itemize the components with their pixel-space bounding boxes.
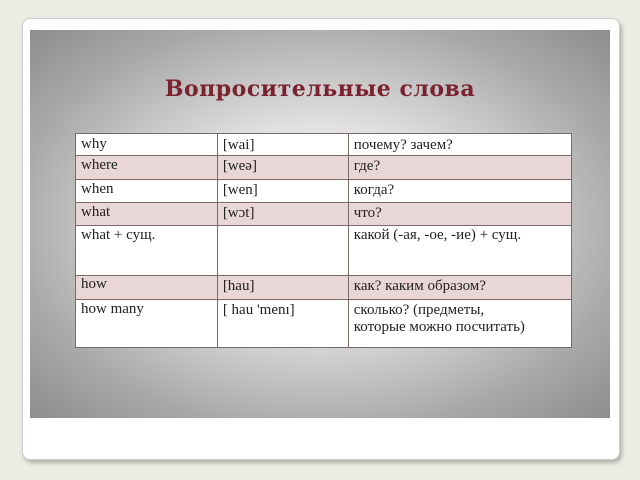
translation-cell: сколько? (предметы, которые можно посчитать) xyxy=(348,300,571,348)
translation-cell: что? xyxy=(348,203,571,226)
question-words-table xyxy=(75,133,572,348)
word-cell: how many xyxy=(76,300,218,348)
slide-title: Вопросительные слова xyxy=(164,76,476,102)
transcription-cell: [wen] xyxy=(217,180,348,203)
transcription-cell xyxy=(217,226,348,276)
translation-cell: где? xyxy=(348,156,571,180)
word-cell: what + сущ. xyxy=(76,226,218,276)
table-row xyxy=(76,226,572,276)
translation-cell: как? каким образом? xyxy=(348,276,571,300)
table-row xyxy=(76,156,572,180)
table-row xyxy=(76,180,572,203)
transcription-cell: [ hau 'menı] xyxy=(217,300,348,348)
translation-cell: какой (-ая, -ое, -ие) + сущ. xyxy=(348,226,571,276)
word-cell: why xyxy=(76,134,218,156)
table-row xyxy=(76,276,572,300)
word-cell: how xyxy=(76,276,218,300)
table-row xyxy=(76,134,572,156)
transcription-cell: [weə] xyxy=(217,156,348,180)
transcription-cell: [hau] xyxy=(217,276,348,300)
table-row xyxy=(76,203,572,226)
transcription-cell: [wai] xyxy=(217,134,348,156)
transcription-cell: [wɔt] xyxy=(217,203,348,226)
translation-cell: когда? xyxy=(348,180,571,203)
table-row xyxy=(76,300,572,348)
word-cell: when xyxy=(76,180,218,203)
word-cell: where xyxy=(76,156,218,180)
translation-cell: почему? зачем? xyxy=(348,134,571,156)
word-cell: what xyxy=(76,203,218,226)
